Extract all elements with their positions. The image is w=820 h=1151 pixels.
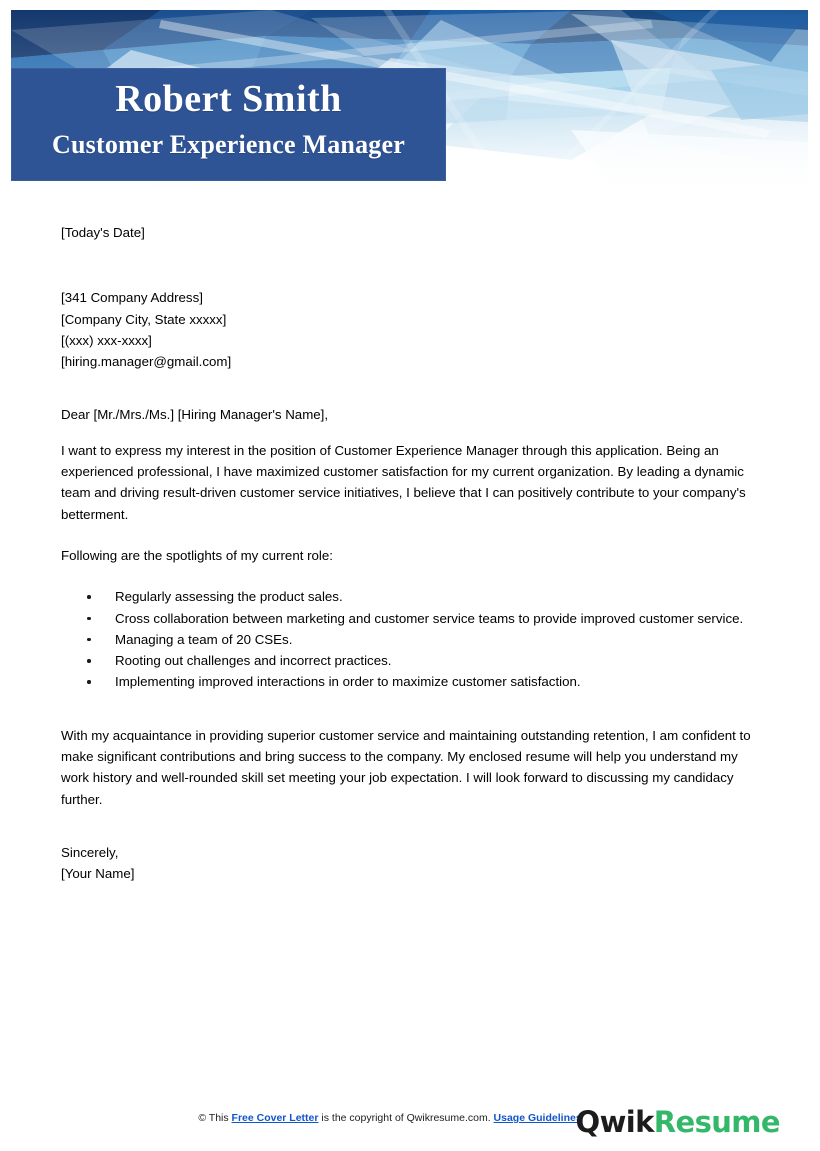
spacer [61,372,753,404]
free-cover-letter-link[interactable]: Free Cover Letter [231,1112,319,1124]
logo-text-qwik: Qwik [575,1105,654,1139]
bullet-icon [87,638,91,642]
list-item-text: Implementing improved interactions in order to maximize customer satisfaction. [115,674,581,690]
qwikresume-logo[interactable] [576,1102,780,1142]
list-item-text: Rooting out challenges and incorrect practices. [115,653,392,669]
signoff: Sincerely, [61,844,119,860]
closing-paragraph: With my acquaintance in providing superior customer service and maintaining outstanding retention, I am confident to make significant contributions and bring success to the company. My enclosed resume will help you understand my work history and well-rounded skill set meeting your job expectation. I will look forward to discussing my candidacy further. [61,727,751,807]
logo-text-resume: Resume [653,1105,780,1139]
list-item [61,650,753,671]
bullet-icon [87,659,91,663]
recipient-address-block [61,287,753,372]
spacer [61,693,753,725]
credit-middle: is the copyright of Qwikresume.com. [318,1112,494,1124]
address-line: [Company City, State xxxxx] [61,311,227,327]
address-line: [341 Company Address] [61,290,203,306]
bullet-icon [87,680,91,684]
letter-body [61,222,753,885]
applicant-job-title: Customer Experience Manager [52,130,405,159]
address-line: [(xxx) xxx-xxxx] [61,332,152,348]
list-item [61,586,753,607]
date-placeholder: [Today's Date] [61,225,145,240]
list-item-text: Cross collaboration between marketing and customer service teams to provide improved customer service. [115,610,744,626]
spacer [61,566,753,586]
spacer [61,426,753,440]
spacer [61,525,753,545]
bullet-icon [87,617,91,621]
spacer [61,243,753,287]
page-footer [0,1106,820,1151]
spotlights-list [61,586,753,692]
name-title-plate [11,68,446,181]
salutation: Dear [Mr./Mrs./Ms.] [Hiring Manager's Name], [61,407,329,423]
list-item-text: Managing a team of 20 CSEs. [115,631,293,647]
list-intro: Following are the spotlights of my current role: [61,547,333,563]
credit-prefix: © This [198,1112,232,1124]
applicant-name: Robert Smith [115,78,342,120]
list-item-text: Regularly assessing the product sales. [115,589,343,605]
signature-block [61,842,753,885]
usage-guidelines-link[interactable]: Usage Guidelines [493,1112,582,1124]
list-item [61,629,753,650]
copyright-credit [180,1111,600,1125]
signature-name-placeholder: [Your Name] [61,866,135,882]
list-item [61,608,753,629]
opening-paragraph: I want to express my interest in the position of Customer Experience Manager through this application. Being an experienced professional, I have maximized customer satisfaction for my current organization. By leading a dynamic team and driving result-driven customer service initiatives, I believe that I can positively contribute to your company's betterment. [61,442,746,522]
list-item [61,671,753,692]
spacer [61,810,753,842]
bullet-icon [87,595,91,599]
address-line: [hiring.manager@gmail.com] [61,354,232,370]
